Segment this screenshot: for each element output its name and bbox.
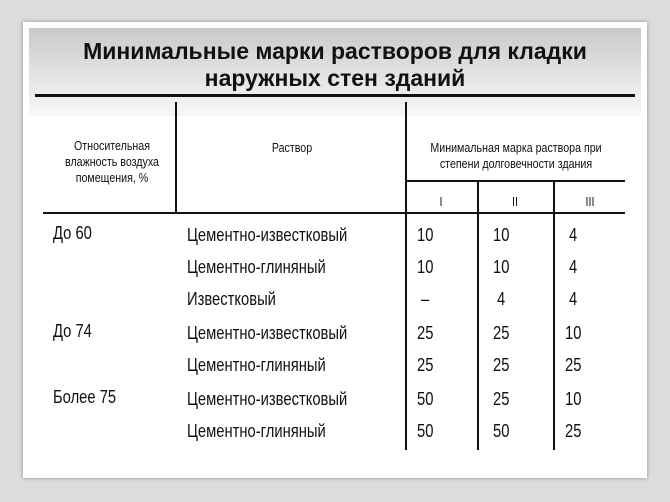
value-cell: 10 xyxy=(565,389,582,409)
mortar-cell: Цементно-глиняный xyxy=(187,421,326,441)
mortar-cell: Цементно-известковый xyxy=(187,225,348,245)
humidity-cell: Более 75 xyxy=(53,387,117,407)
value-cell: 25 xyxy=(565,421,582,441)
value-cell: 10 xyxy=(417,225,434,245)
header-humidity: Относительная влажность воздуха помещения, % xyxy=(65,138,159,185)
value-cell: 25 xyxy=(493,323,510,343)
header-bottom-rule xyxy=(43,212,625,214)
value-cell: 4 xyxy=(569,225,578,245)
value-cell: 25 xyxy=(417,323,434,343)
value-cell: 25 xyxy=(565,355,582,375)
mortar-cell: Цементно-глиняный xyxy=(187,257,326,277)
value-cell: 25 xyxy=(417,355,434,375)
value-cell: 25 xyxy=(493,355,510,375)
value-cell: 10 xyxy=(493,257,510,277)
value-cell: – xyxy=(421,289,430,309)
value-cell: 25 xyxy=(493,389,510,409)
value-cell: 4 xyxy=(569,289,578,309)
value-cell: 10 xyxy=(417,257,434,277)
header-grade: Минимальная марка раствора при степени долговечности здания xyxy=(430,140,602,171)
slide xyxy=(23,22,647,478)
mortar-cell: Цементно-глиняный xyxy=(187,355,326,375)
col-divider-3 xyxy=(477,180,479,450)
value-cell: 4 xyxy=(497,289,506,309)
col-divider-1 xyxy=(175,102,177,212)
col-divider-4 xyxy=(553,180,555,450)
value-cell: 50 xyxy=(493,421,510,441)
humidity-cell: До 74 xyxy=(53,321,92,341)
value-cell: 50 xyxy=(417,389,434,409)
mortar-cell: Цементно-известковый xyxy=(187,389,348,409)
mortar-cell: Цементно-известковый xyxy=(187,323,348,343)
value-cell: 4 xyxy=(569,257,578,277)
slide-title: Минимальные марки растворов для кладки наружных стен зданий xyxy=(83,38,587,91)
header-degree-2: II xyxy=(512,194,518,209)
value-cell: 10 xyxy=(565,323,582,343)
col-divider-2 xyxy=(405,102,407,450)
table-top-rule xyxy=(35,94,635,101)
value-cell: 50 xyxy=(417,421,434,441)
table-scan xyxy=(29,94,641,474)
header-degree-3: III xyxy=(585,194,595,209)
humidity-cell: До 60 xyxy=(53,223,92,243)
header-mortar: Раствор xyxy=(271,140,313,155)
value-cell: 10 xyxy=(493,225,510,245)
header-sub-rule xyxy=(405,180,625,182)
header-degree-1: I xyxy=(439,194,443,209)
mortar-cell: Известковый xyxy=(187,289,276,309)
